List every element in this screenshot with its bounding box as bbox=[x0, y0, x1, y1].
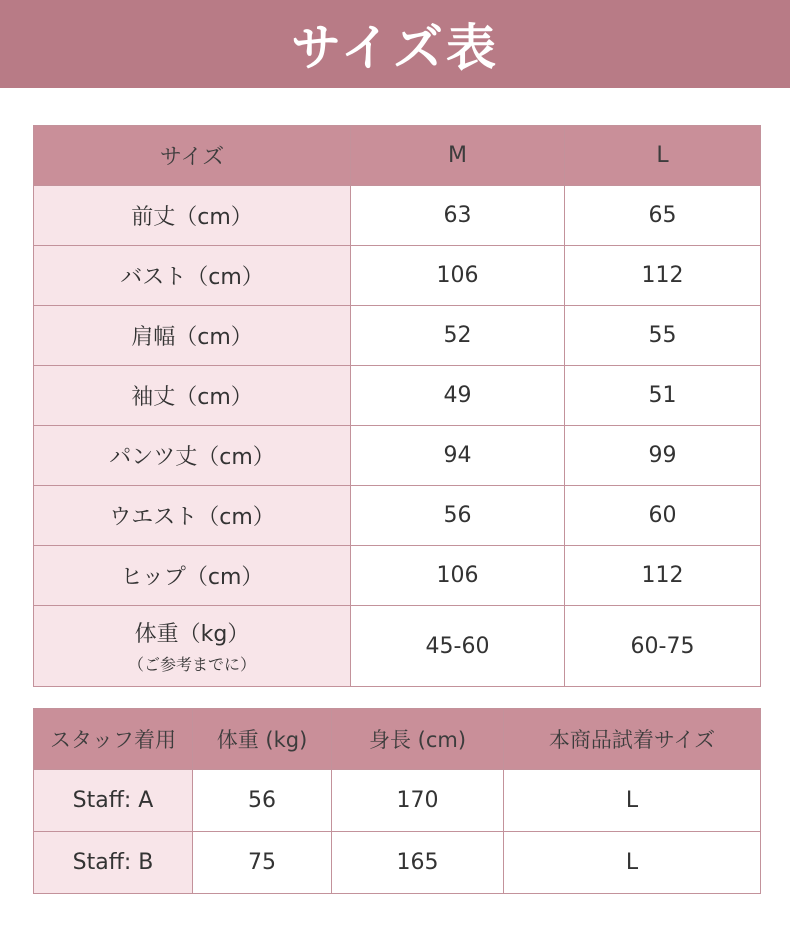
cell-m: 106 bbox=[351, 546, 565, 606]
staff-header-wearer: スタッフ着用 bbox=[34, 709, 193, 770]
size-header-m: M bbox=[351, 126, 565, 186]
staff-header-weight: 体重 (kg) bbox=[193, 709, 332, 770]
cell-m: 49 bbox=[351, 366, 565, 426]
row-label: 前丈（cm） bbox=[34, 186, 351, 246]
staff-size: L bbox=[504, 832, 761, 894]
title-banner bbox=[0, 0, 790, 88]
size-header-l: L bbox=[565, 126, 761, 186]
table-row bbox=[34, 246, 761, 306]
row-label: ヒップ（cm） bbox=[34, 546, 351, 606]
staff-header-size: 本商品試着サイズ bbox=[504, 709, 761, 770]
size-header-label: サイズ bbox=[34, 126, 351, 186]
table-row bbox=[34, 606, 761, 687]
cell-l: 65 bbox=[565, 186, 761, 246]
staff-name: Staff: A bbox=[34, 770, 193, 832]
cell-l: 51 bbox=[565, 366, 761, 426]
cell-l: 99 bbox=[565, 426, 761, 486]
table-row bbox=[34, 546, 761, 606]
staff-height: 165 bbox=[332, 832, 504, 894]
table-row bbox=[34, 770, 761, 832]
cell-l: 55 bbox=[565, 306, 761, 366]
cell-m: 52 bbox=[351, 306, 565, 366]
table-row bbox=[34, 186, 761, 246]
cell-l: 112 bbox=[565, 546, 761, 606]
cell-m: 94 bbox=[351, 426, 565, 486]
cell-m: 45-60 bbox=[351, 606, 565, 687]
page-title: サイズ表 bbox=[291, 19, 499, 77]
staff-weight: 56 bbox=[193, 770, 332, 832]
staff-table bbox=[33, 708, 761, 894]
staff-header-height: 身長 (cm) bbox=[332, 709, 504, 770]
row-label: パンツ丈（cm） bbox=[34, 426, 351, 486]
cell-m: 63 bbox=[351, 186, 565, 246]
row-label: 肩幅（cm） bbox=[34, 306, 351, 366]
weight-label: 体重（kg） bbox=[134, 622, 250, 647]
staff-height: 170 bbox=[332, 770, 504, 832]
weight-note: （ご参考までに） bbox=[127, 655, 256, 674]
size-table bbox=[33, 125, 761, 687]
table-row bbox=[34, 306, 761, 366]
table-row bbox=[34, 832, 761, 894]
cell-l: 112 bbox=[565, 246, 761, 306]
table-row bbox=[34, 366, 761, 426]
table-row bbox=[34, 426, 761, 486]
row-label: ウエスト（cm） bbox=[34, 486, 351, 546]
cell-m: 106 bbox=[351, 246, 565, 306]
cell-m: 56 bbox=[351, 486, 565, 546]
cell-l: 60 bbox=[565, 486, 761, 546]
row-label: 袖丈（cm） bbox=[34, 366, 351, 426]
staff-size: L bbox=[504, 770, 761, 832]
row-label: バスト（cm） bbox=[34, 246, 351, 306]
row-label-weight bbox=[34, 606, 351, 687]
staff-table-header-row bbox=[34, 709, 761, 770]
staff-name: Staff: B bbox=[34, 832, 193, 894]
size-table-header-row bbox=[34, 126, 761, 186]
cell-l: 60-75 bbox=[565, 606, 761, 687]
staff-weight: 75 bbox=[193, 832, 332, 894]
table-row bbox=[34, 486, 761, 546]
